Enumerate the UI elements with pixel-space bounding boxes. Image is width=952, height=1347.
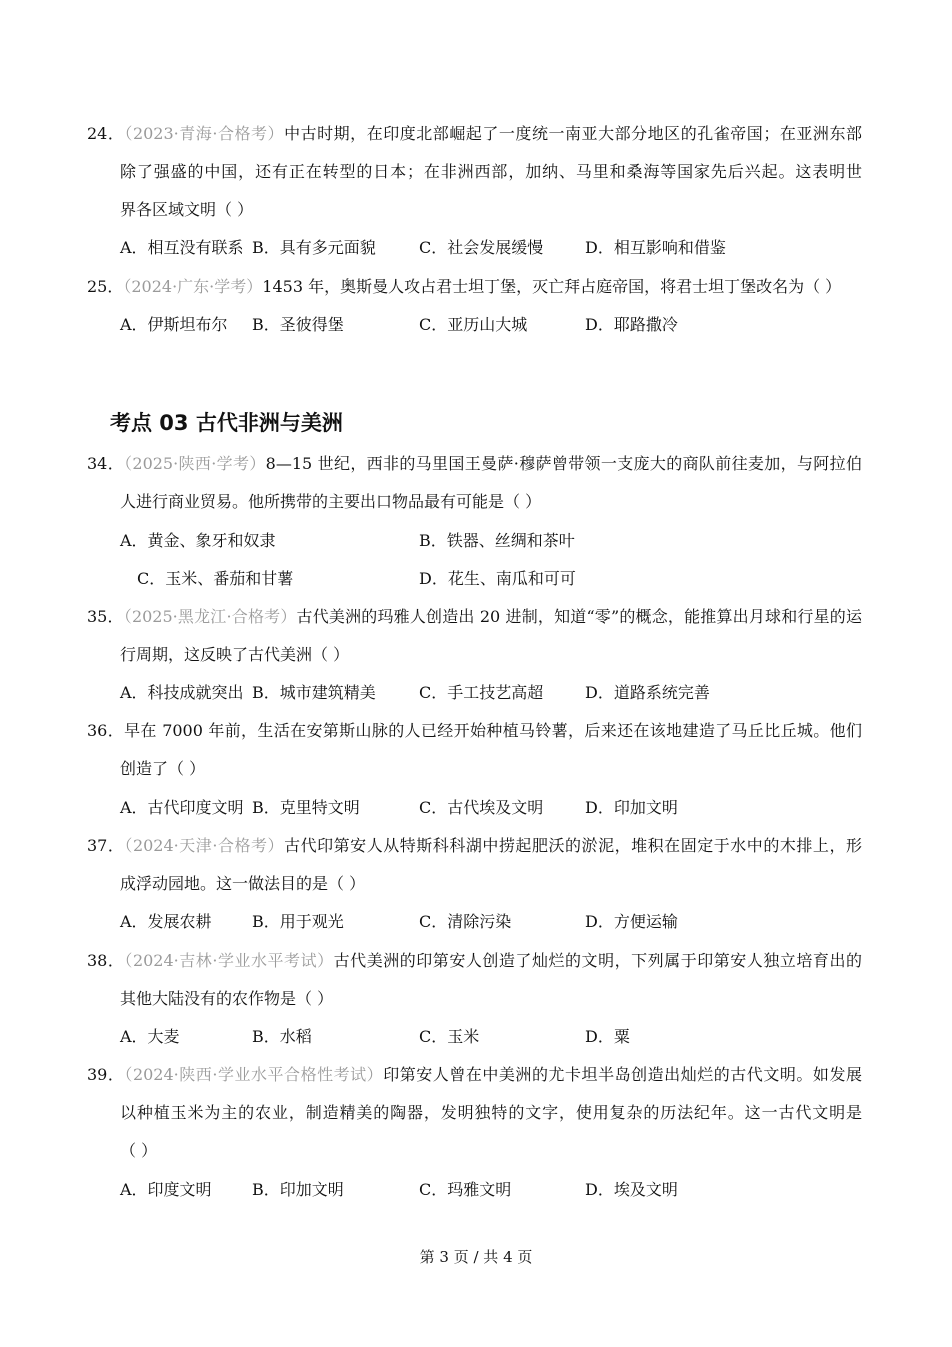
answer-option[interactable]: C．手工技艺高超 bbox=[419, 683, 544, 702]
question-text: 早在 7000 年前，生活在安第斯山脉的人已经开始种植马铃薯，后来还在该地建造了马丘比丘城。他们 bbox=[124, 721, 862, 740]
question-text: 人进行商业贸易。他所携带的主要出口物品最有可能是（ ） bbox=[120, 492, 542, 511]
question-text: 古代美洲的玛雅人创造出 20 进制，知道“零”的概念，能推算出月球和行星的运 bbox=[296, 607, 862, 626]
question-text: 1453 年，奥斯曼人攻占君士坦丁堡，灭亡拜占庭帝国，将君士坦丁堡改名为（ ） bbox=[262, 277, 842, 296]
answer-option[interactable]: B．圣彼得堡 bbox=[252, 315, 344, 334]
answer-option[interactable]: C．玉米、番茄和甘薯 bbox=[137, 569, 294, 588]
answer-option[interactable]: B．水稻 bbox=[252, 1027, 312, 1046]
question-line bbox=[120, 988, 333, 1010]
answer-option[interactable]: D．花生、南瓜和可可 bbox=[419, 569, 576, 588]
answer-option[interactable]: D．道路系统完善 bbox=[585, 683, 710, 702]
page-footer: 第 3 页 / 共 4 页 bbox=[419, 1248, 533, 1266]
question-text: 行周期，这反映了古代美洲（ ） bbox=[120, 645, 350, 664]
answer-option[interactable]: A．发展农耕 bbox=[120, 912, 212, 931]
question-text: 以种植玉米为主的农业，制造精美的陶器，发明独特的文字，使用复杂的历法纪年。这一古代文明是 bbox=[120, 1103, 862, 1122]
question-source: （2023·青海·合格考） bbox=[124, 124, 285, 143]
question-line bbox=[87, 950, 862, 972]
question-line bbox=[120, 644, 349, 666]
answer-option[interactable]: D．埃及文明 bbox=[585, 1180, 678, 1199]
answer-option[interactable]: C．清除污染 bbox=[419, 912, 512, 931]
answer-option[interactable]: D．相互影响和借鉴 bbox=[585, 238, 726, 257]
question-line bbox=[87, 606, 862, 628]
answer-option[interactable]: C．玉米 bbox=[419, 1027, 480, 1046]
question-line bbox=[120, 873, 365, 895]
question-line bbox=[87, 453, 862, 475]
question-text: 成浮动园地。这一做法目的是（ ） bbox=[120, 874, 366, 893]
question-number: 35． bbox=[87, 607, 124, 626]
question-source: （2025·陕西·学考） bbox=[124, 454, 266, 473]
question-text: 其他大陆没有的农作物是（ ） bbox=[120, 989, 334, 1008]
question-number: 38． bbox=[87, 951, 125, 970]
question-source: （2025·黑龙江·合格考） bbox=[123, 607, 297, 626]
answer-option[interactable]: B．铁器、丝绸和茶叶 bbox=[419, 531, 575, 550]
question-source: （2024·陕西·学业水平合格性考试） bbox=[124, 1065, 384, 1084]
question-text: （ ） bbox=[120, 1141, 158, 1160]
answer-option[interactable]: A．黄金、象牙和奴隶 bbox=[120, 531, 276, 550]
question-number: 34． bbox=[87, 454, 125, 473]
answer-option[interactable]: A．伊斯坦布尔 bbox=[120, 315, 228, 334]
question-number: 37． bbox=[87, 836, 125, 855]
answer-option[interactable]: D．耶路撒冷 bbox=[585, 315, 678, 334]
answer-option[interactable]: D．印加文明 bbox=[585, 798, 678, 817]
question-text: 印第安人曾在中美洲的尤卡坦半岛创造出灿烂的古代文明。如发展 bbox=[383, 1065, 862, 1084]
question-line bbox=[87, 835, 862, 857]
answer-option[interactable]: B．具有多元面貌 bbox=[252, 238, 376, 257]
answer-option[interactable]: A．科技成就突出 bbox=[120, 683, 244, 702]
answer-option[interactable]: A．古代印度文明 bbox=[120, 798, 244, 817]
answer-option[interactable]: B．用于观光 bbox=[252, 912, 344, 931]
section-heading: 考点 03 古代非洲与美洲 bbox=[110, 411, 343, 435]
question-text: 古代美洲的印第安人创造了灿烂的文明，下列属于印第安人独立培育出的 bbox=[333, 951, 862, 970]
answer-option[interactable]: C．古代埃及文明 bbox=[419, 798, 544, 817]
question-source: （2024·广东·学考） bbox=[123, 277, 263, 296]
answer-option[interactable]: C．社会发展缓慢 bbox=[419, 238, 544, 257]
question-line bbox=[120, 758, 205, 780]
answer-option[interactable]: D．粟 bbox=[585, 1027, 630, 1046]
question-text: 创造了（ ） bbox=[120, 759, 206, 778]
answer-option[interactable]: D．方便运输 bbox=[585, 912, 678, 931]
question-line bbox=[120, 199, 253, 221]
question-number: 25． bbox=[87, 277, 124, 296]
question-text: 中古时期，在印度北部崛起了一度统一南亚大部分地区的孔雀帝国；在亚洲东部 bbox=[284, 124, 862, 143]
question-line bbox=[120, 1102, 862, 1124]
question-line bbox=[87, 720, 862, 742]
question-line bbox=[120, 491, 541, 513]
question-number: 39． bbox=[87, 1065, 125, 1084]
answer-option[interactable]: B．城市建筑精美 bbox=[252, 683, 376, 702]
answer-option[interactable]: B．印加文明 bbox=[252, 1180, 344, 1199]
answer-option[interactable]: C．玛雅文明 bbox=[419, 1180, 512, 1199]
question-line bbox=[87, 1064, 862, 1086]
question-line bbox=[120, 1140, 157, 1162]
question-line bbox=[120, 161, 862, 183]
question-text: 古代印第安人从特斯科科湖中捞起肥沃的淤泥，堆积在固定于水中的木排上，形 bbox=[284, 836, 862, 855]
question-source: （2024·天津·合格考） bbox=[124, 836, 285, 855]
question-number: 36． bbox=[87, 721, 125, 740]
question-text: 除了强盛的中国，还有正在转型的日本；在非洲西部，加纳、马里和桑海等国家先后兴起。这表明世 bbox=[120, 162, 862, 181]
question-line bbox=[87, 276, 841, 298]
answer-option[interactable]: A．大麦 bbox=[120, 1027, 180, 1046]
question-number: 24． bbox=[87, 124, 125, 143]
answer-option[interactable]: B．克里特文明 bbox=[252, 798, 360, 817]
question-line bbox=[87, 123, 862, 145]
question-source: （2024·吉林·学业水平考试） bbox=[124, 951, 334, 970]
answer-option[interactable]: A．相互没有联系 bbox=[120, 238, 244, 257]
question-text: 8—15 世纪，西非的马里国王曼萨·穆萨曾带领一支庞大的商队前往麦加，与阿拉伯 bbox=[265, 454, 862, 473]
answer-option[interactable]: A．印度文明 bbox=[120, 1180, 212, 1199]
question-text: 界各区域文明（ ） bbox=[120, 200, 254, 219]
answer-option[interactable]: C．亚历山大城 bbox=[419, 315, 528, 334]
